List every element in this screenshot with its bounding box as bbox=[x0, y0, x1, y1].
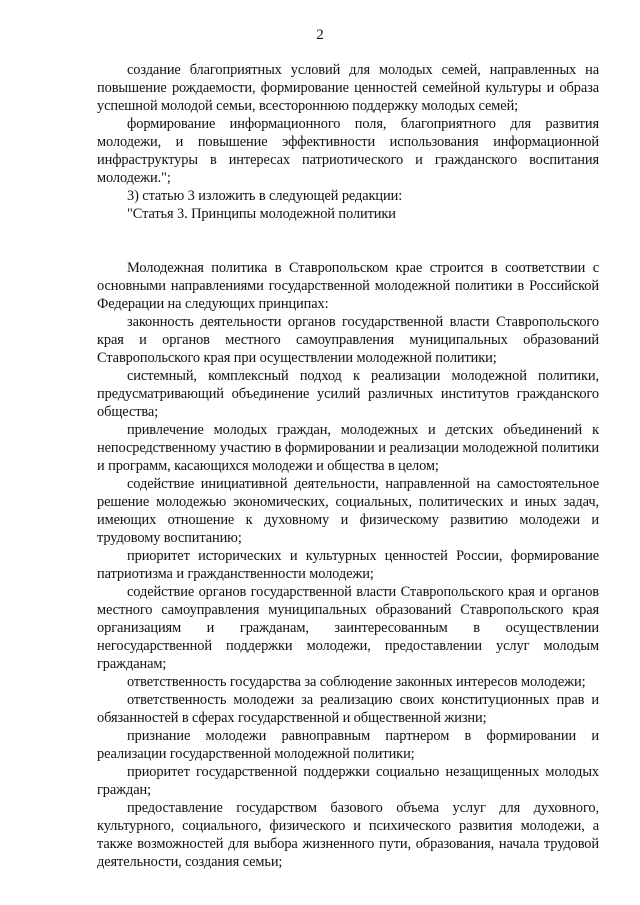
paragraph: привлечение молодых граждан, молодежных и детских объединений к непосредственному участию в формировании и реализации молодежной политики и программ, касающихся молодежи и общества в целом; bbox=[97, 422, 599, 474]
paragraph: создание благоприятных условий для молодых семей, направленных на повышение рождаемости, формирование ценностей семейной культуры и образа успешной молодой семьи, всестороннюю поддержку молодых семей; bbox=[97, 62, 599, 114]
paragraph: приоритет государственной поддержки социально незащищенных молодых граждан; bbox=[97, 764, 599, 798]
page-number: 2 bbox=[316, 27, 324, 43]
paragraph: законность деятельности органов государственной власти Ставропольского края и органов местного самоуправления муниципальных образований Ставропольского края при осуществлении молодежной политики; bbox=[97, 314, 599, 366]
paragraph: ответственность государства за соблюдение законных интересов молодежи; bbox=[127, 674, 586, 690]
paragraph: 3) статью 3 изложить в следующей редакции: bbox=[127, 188, 403, 204]
paragraph: содействие органов государственной власти Ставропольского края и органов местного самоуправления муниципальных образований Ставропольского края организациям и гражданам, заинтересованным в осуществлении негосударственной поддержки молодежи, предоставлении услуг молодым гражданам; bbox=[97, 584, 599, 672]
article-heading: "Статья 3. Принципы молодежной политики bbox=[127, 206, 396, 222]
paragraph: ответственность молодежи за реализацию своих конституционных прав и обязанностей в сферах государственной и общественной жизни; bbox=[97, 692, 599, 726]
document-body bbox=[97, 61, 599, 871]
paragraph: приоритет исторических и культурных ценностей России, формирование патриотизма и гражданственности молодежи; bbox=[97, 548, 599, 582]
paragraph: признание молодежи равноправным партнером в формировании и реализации государственной молодежной политики; bbox=[97, 728, 599, 762]
paragraph: содействие инициативной деятельности, направленной на самостоятельное решение молодежью экономических, социальных, политических и иных задач, имеющих отношение к духовному и физическому развитию молодежи и трудовому воспитанию; bbox=[97, 476, 599, 546]
paragraph: предоставление государством базового объема услуг для духовного, культурного, социального, физического и психического развития молодежи, а также возможностей для выбора жизненного пути, образования, начала трудовой деятельности, создания семьи; bbox=[97, 800, 599, 870]
paragraph: системный, комплексный подход к реализации молодежной политики, предусматривающий объединение усилий различных институтов гражданского общества; bbox=[97, 368, 599, 420]
paragraph: Молодежная политика в Ставропольском крае строится в соответствии с основными направлениями государственной молодежной политики в Российской Федерации на следующих принципах: bbox=[97, 260, 599, 312]
paragraph: формирование информационного поля, благоприятного для развития молодежи, и повышение эффективности использования информационной инфраструктуры в интересах патриотического и гражданского воспитания молодежи."; bbox=[97, 116, 599, 186]
